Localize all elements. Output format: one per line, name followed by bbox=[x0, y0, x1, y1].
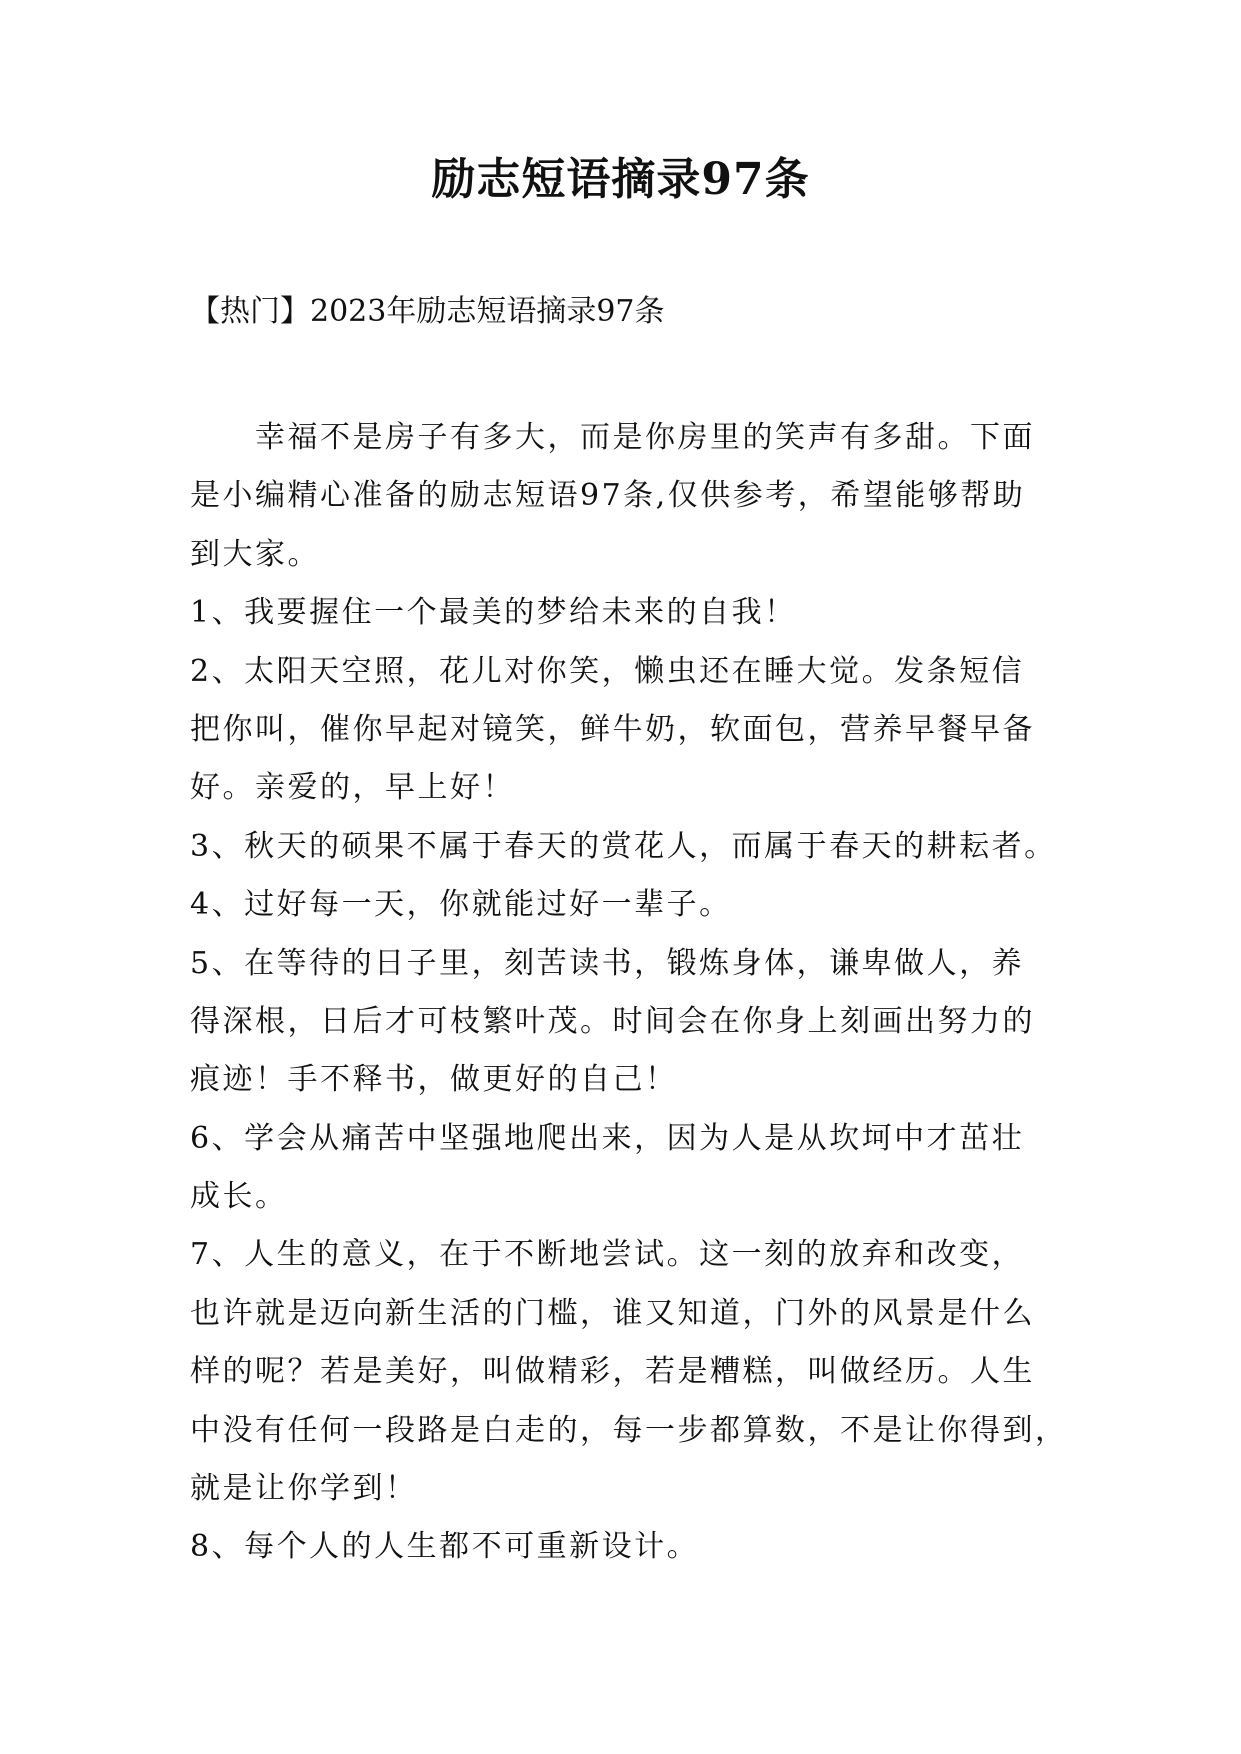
body-line: 1、我要握住一个最美的梦给未来的自我！ bbox=[190, 595, 797, 631]
document-title: 励志短语摘录97条 bbox=[431, 154, 810, 205]
body-line: 2、太阳天空照，花儿对你笑，懒虫还在睡大觉。发条短信 bbox=[190, 653, 1025, 689]
body-line: 样的呢？若是美好，叫做精彩，若是糟糕，叫做经历。人生 bbox=[190, 1354, 1035, 1390]
document-body bbox=[190, 409, 1070, 1577]
body-line: 6、学会从痛苦中坚强地爬出来，因为人是从坎坷中才茁壮 bbox=[190, 1120, 1025, 1156]
body-line: 是小编精心准备的励志短语97条,仅供参考，希望能够帮助 bbox=[190, 478, 1026, 514]
body-line: 3、秋天的硕果不属于春天的赏花人，而属于春天的耕耘者。 bbox=[190, 828, 1057, 864]
body-line: 中没有任何一段路是白走的，每一步都算数，不是让你得到， bbox=[190, 1412, 1068, 1448]
body-line: 得深根，日后才可枝繁叶茂。时间会在你身上刻画出努力的 bbox=[190, 1003, 1035, 1039]
body-line: 7、人生的意义，在于不断地尝试。这一刻的放弃和改变， bbox=[190, 1237, 1025, 1273]
body-line: 到大家。 bbox=[190, 536, 320, 572]
document-subtitle: 【热门】2023年励志短语摘录97条 bbox=[190, 294, 665, 329]
body-line: 好。亲爱的，早上好！ bbox=[190, 770, 515, 806]
body-line: 就是让你学到！ bbox=[190, 1471, 418, 1507]
body-line: 也许就是迈向新生活的门槛，谁又知道，门外的风景是什么 bbox=[190, 1295, 1035, 1331]
body-line: 幸福不是房子有多大，而是你房里的笑声有多甜。下面 bbox=[190, 420, 1035, 455]
body-line: 痕迹！手不释书，做更好的自己！ bbox=[190, 1062, 678, 1098]
body-line: 把你叫，催你早起对镜笑，鲜牛奶，软面包，营养早餐早备 bbox=[190, 711, 1035, 747]
body-line: 8、每个人的人生都不可重新设计。 bbox=[190, 1529, 700, 1565]
body-line: 成长。 bbox=[190, 1179, 288, 1215]
body-line: 5、在等待的日子里，刻苦读书，锻炼身体，谦卑做人，养 bbox=[190, 945, 1025, 981]
body-line: 4、过好每一天，你就能过好一辈子。 bbox=[190, 887, 732, 923]
